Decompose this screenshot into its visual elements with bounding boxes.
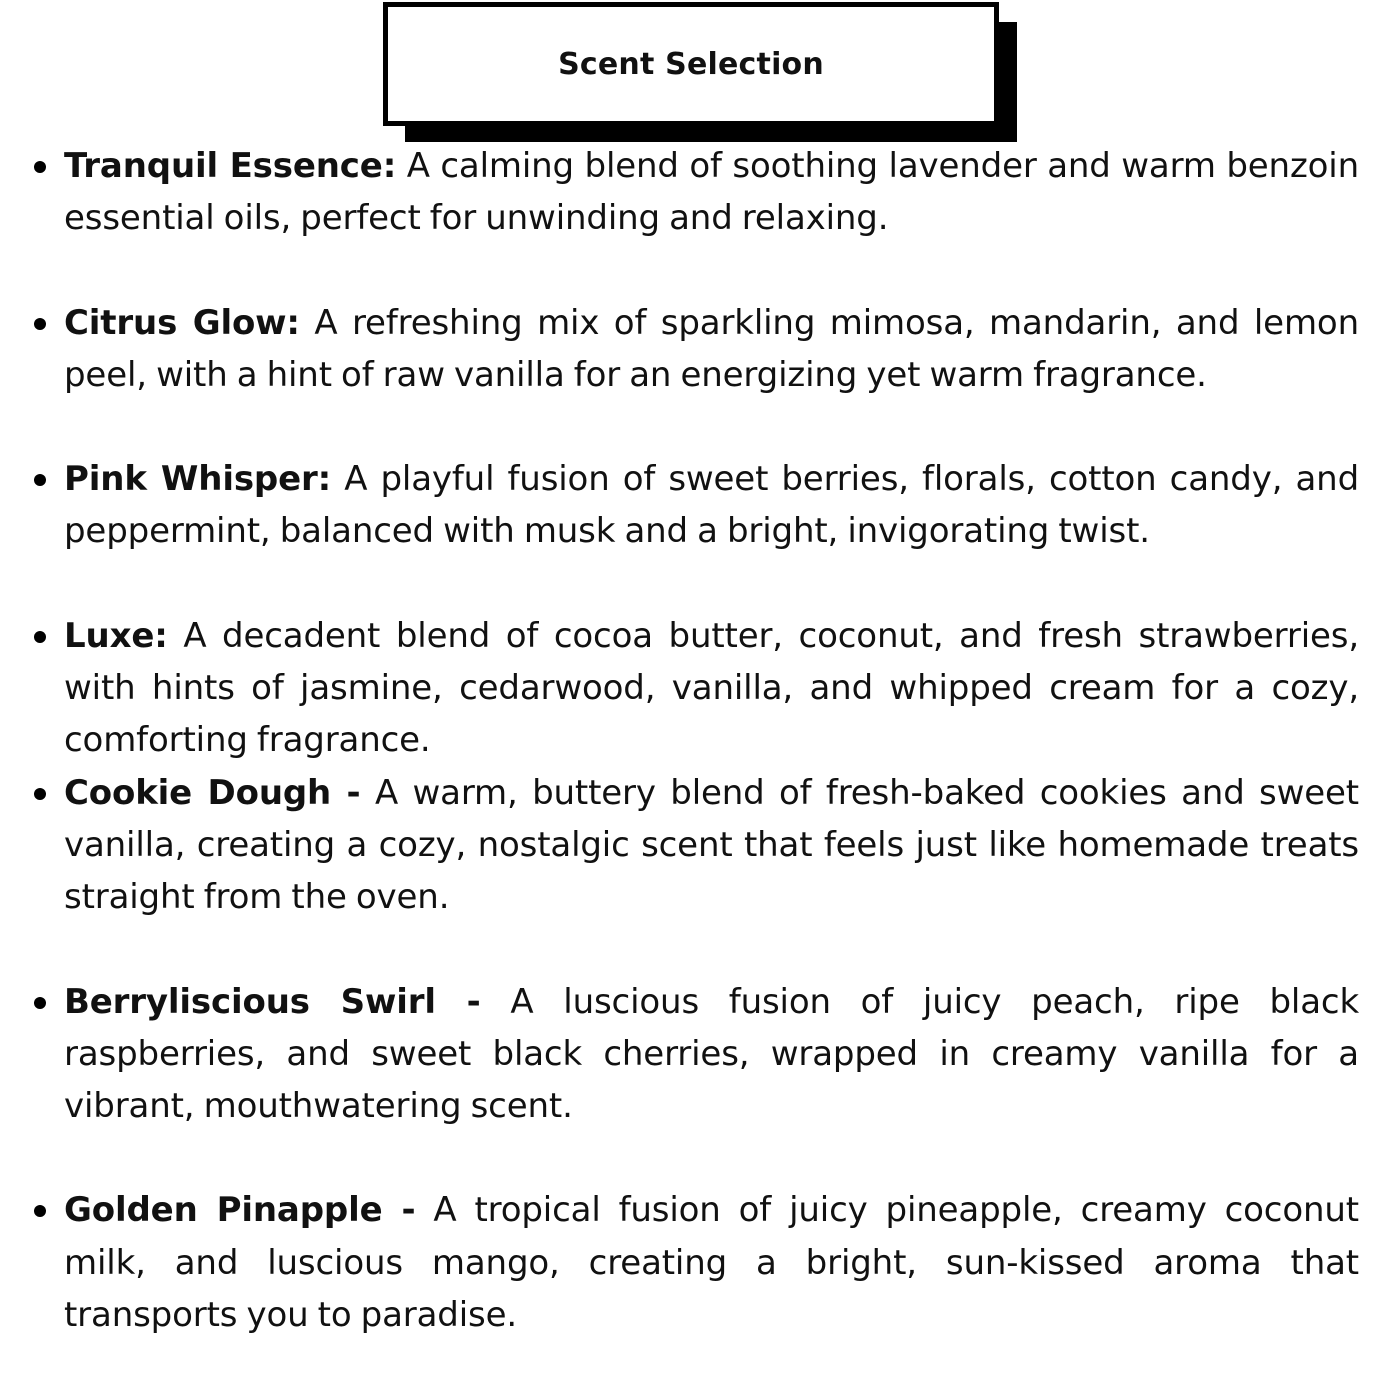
scent-name: Pink Whisper:	[64, 459, 332, 500]
scent-description: A calming blend of soothing lavender and warm benzoin essential oils, perfect for unwinding and relaxing.	[64, 146, 1359, 239]
scent-name: Citrus Glow:	[64, 302, 300, 343]
scent-item-citrus-glow	[28, 297, 1359, 402]
scent-description: A luscious fusion of juicy peach, ripe black raspberries, and sweet black cherries, wrapped in creamy vanilla for a vibrant, mouthwatering scent.	[64, 981, 1359, 1127]
scent-name: Berryliscious Swirl -	[64, 981, 481, 1022]
scent-name: Golden Pinapple -	[64, 1190, 416, 1231]
scent-item-tranquil-essence	[28, 140, 1359, 245]
page-title: Scent Selection	[558, 46, 824, 82]
bullet-icon	[34, 474, 46, 486]
scent-item-golden-pinapple	[28, 1184, 1359, 1341]
scent-item-luxe	[28, 610, 1359, 767]
scent-name: Cookie Dough -	[64, 772, 361, 813]
scent-item-pink-whisper	[28, 453, 1359, 558]
scent-list	[28, 140, 1359, 1341]
scent-description: A tropical fusion of juicy pineapple, creamy coconut milk, and luscious mango, creating a bright, sun-kissed aroma that transports you to paradise.	[64, 1190, 1359, 1336]
scent-name: Tranquil Essence:	[64, 146, 397, 186]
scent-item-berryliscious-swirl	[28, 976, 1359, 1133]
scent-description: A warm, buttery blend of fresh-baked cookies and sweet vanilla, creating a cozy, nostalgic scent that feels just like homemade treats straight from the oven.	[64, 772, 1359, 918]
bullet-icon	[34, 788, 46, 800]
bullet-icon	[34, 1205, 46, 1217]
scent-description: A refreshing mix of sparkling mimosa, mandarin, and lemon peel, with a hint of raw vanilla for an energizing yet warm fragrance.	[64, 302, 1359, 395]
title-box	[383, 2, 1019, 144]
bullet-icon	[34, 161, 46, 173]
scent-item-cookie-dough	[28, 767, 1359, 924]
scent-description: A decadent blend of cocoa butter, coconut, and fresh strawberries, with hints of jasmine, cedarwood, vanilla, and whipped cream for a cozy, comforting fragrance.	[64, 615, 1359, 761]
title-box-frame	[383, 2, 999, 126]
bullet-icon	[34, 997, 46, 1009]
scent-name: Luxe:	[64, 615, 168, 656]
bullet-icon	[34, 318, 46, 330]
bullet-icon	[34, 631, 46, 643]
scent-description: A playful fusion of sweet berries, florals, cotton candy, and peppermint, balanced with musk and a bright, invigorating twist.	[64, 459, 1359, 552]
